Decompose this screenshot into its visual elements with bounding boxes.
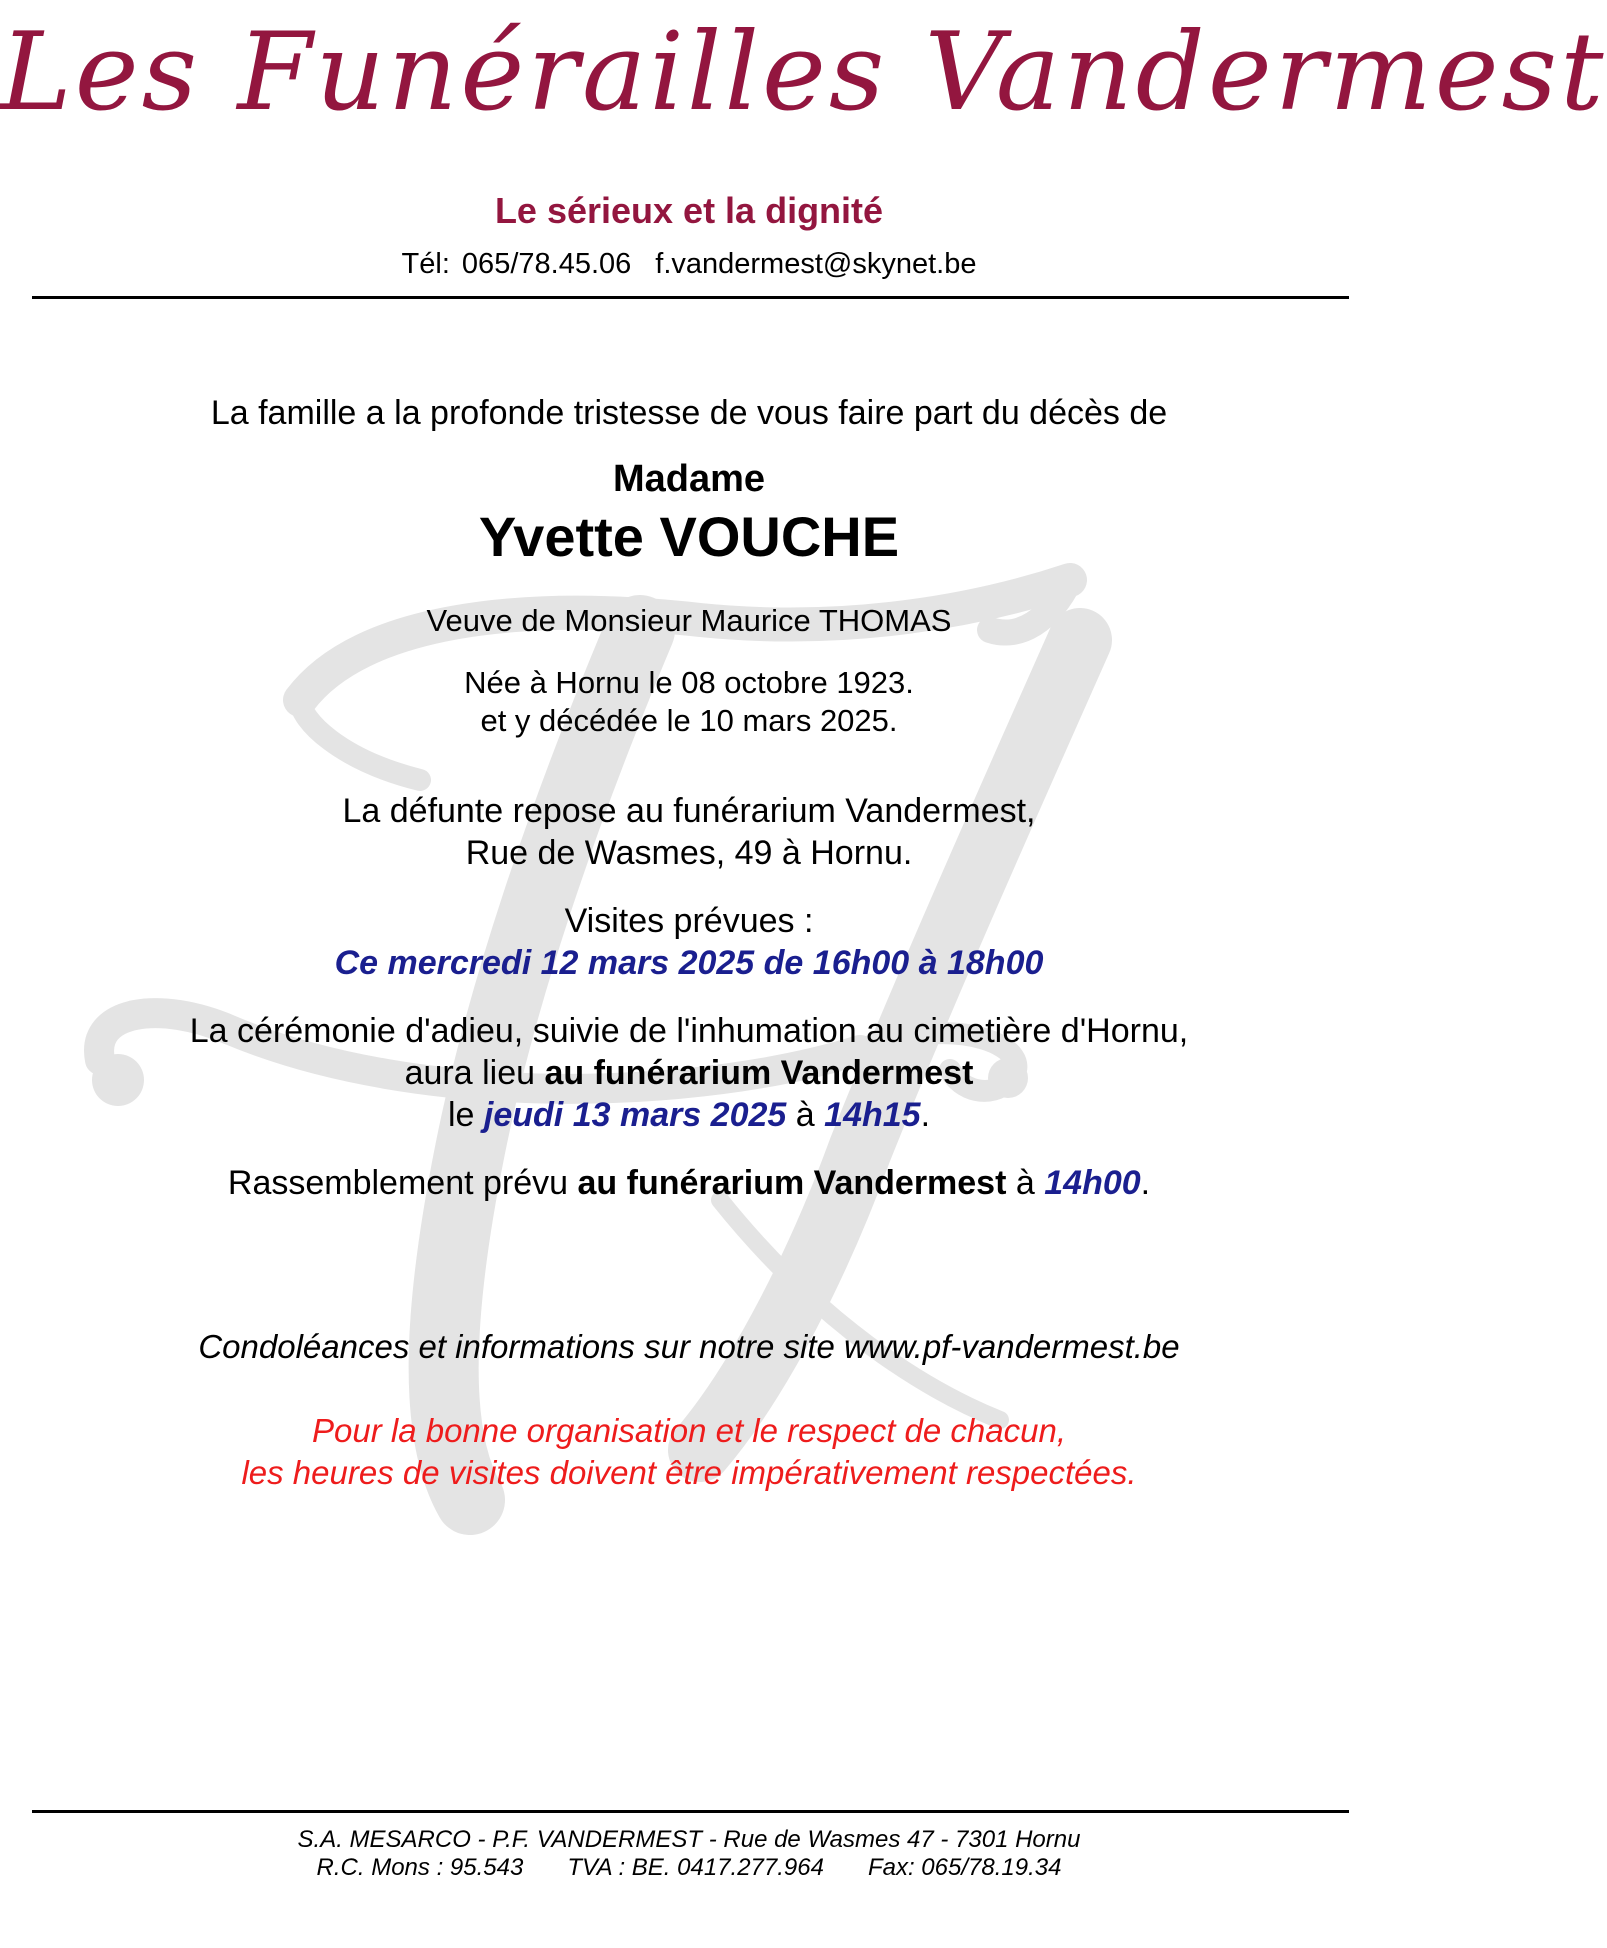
visit-warning [0,1410,1378,1494]
ceremony [0,1010,1378,1136]
gathering-time: 14h00 [1044,1164,1141,1202]
brand-title: Les Funérailles Vandermest [0,10,1607,135]
email-link[interactable]: f.vandermest@skynet.be [655,248,977,280]
birth-line: Née à Hornu le 08 octobre 1923. [464,665,914,700]
tagline: Le sérieux et la dignité [494,190,884,231]
gathering: Rassemblement prévu au funérarium Vandermest à 14h00. [227,1164,1151,1202]
visits-label: Visites prévues : [564,902,814,940]
intro-text: La famille a la profonde tristesse de vous faire part du décès de [210,394,1168,432]
gathering-place: au funérarium Vandermest [577,1164,1007,1202]
footer-divider [32,1810,1349,1813]
rest-location [0,790,1378,874]
phone-number: Tél: 065/78.45.06 [401,248,632,280]
footer [0,1826,1378,1882]
ceremony-place: au funérarium Vandermest [544,1054,974,1092]
death-line: et y décédée le 10 mars 2025. [480,703,898,738]
ceremony-line-1: La cérémonie d'adieu, suivie de l'inhumation au cimetière d'Hornu, [189,1012,1189,1050]
ceremony-date: jeudi 13 mars 2025 [483,1096,787,1134]
visits [0,900,1378,984]
rest-line-1: La défunte repose au funérarium Vandermest, [342,792,1036,830]
ceremony-time: 14h15 [824,1096,921,1134]
deceased-name: Yvette VOUCHE [478,505,900,568]
deceased-title: Madame [612,458,766,500]
contact-line [0,248,1378,281]
warning-line-2: les heures de visites doivent être impérativement respectées. [241,1454,1137,1491]
footer-line-2: R.C. Mons : 95.543 TVA : BE. 0417.277.964 Fax: 065/78.19.34 [316,1854,1062,1881]
header-divider [32,296,1349,299]
rest-line-2: Rue de Wasmes, 49 à Hornu. [465,834,913,872]
widow-of: Veuve de Monsieur Maurice THOMAS [426,603,952,638]
birth-death [0,664,1378,740]
ceremony-line-2: aura lieu au funérarium Vandermest [404,1054,974,1092]
condolences-text: Condoléances et informations sur notre site www.pf-vandermest.be [198,1328,1180,1365]
warning-line-1: Pour la bonne organisation et le respect de chacun, [311,1412,1066,1449]
visits-time: Ce mercredi 12 mars 2025 de 16h00 à 18h00 [334,944,1044,982]
footer-line-1: S.A. MESARCO - P.F. VANDERMEST - Rue de Wasmes 47 - 7301 Hornu [297,1826,1081,1853]
ceremony-line-3: le jeudi 13 mars 2025 à 14h15. [447,1096,931,1134]
